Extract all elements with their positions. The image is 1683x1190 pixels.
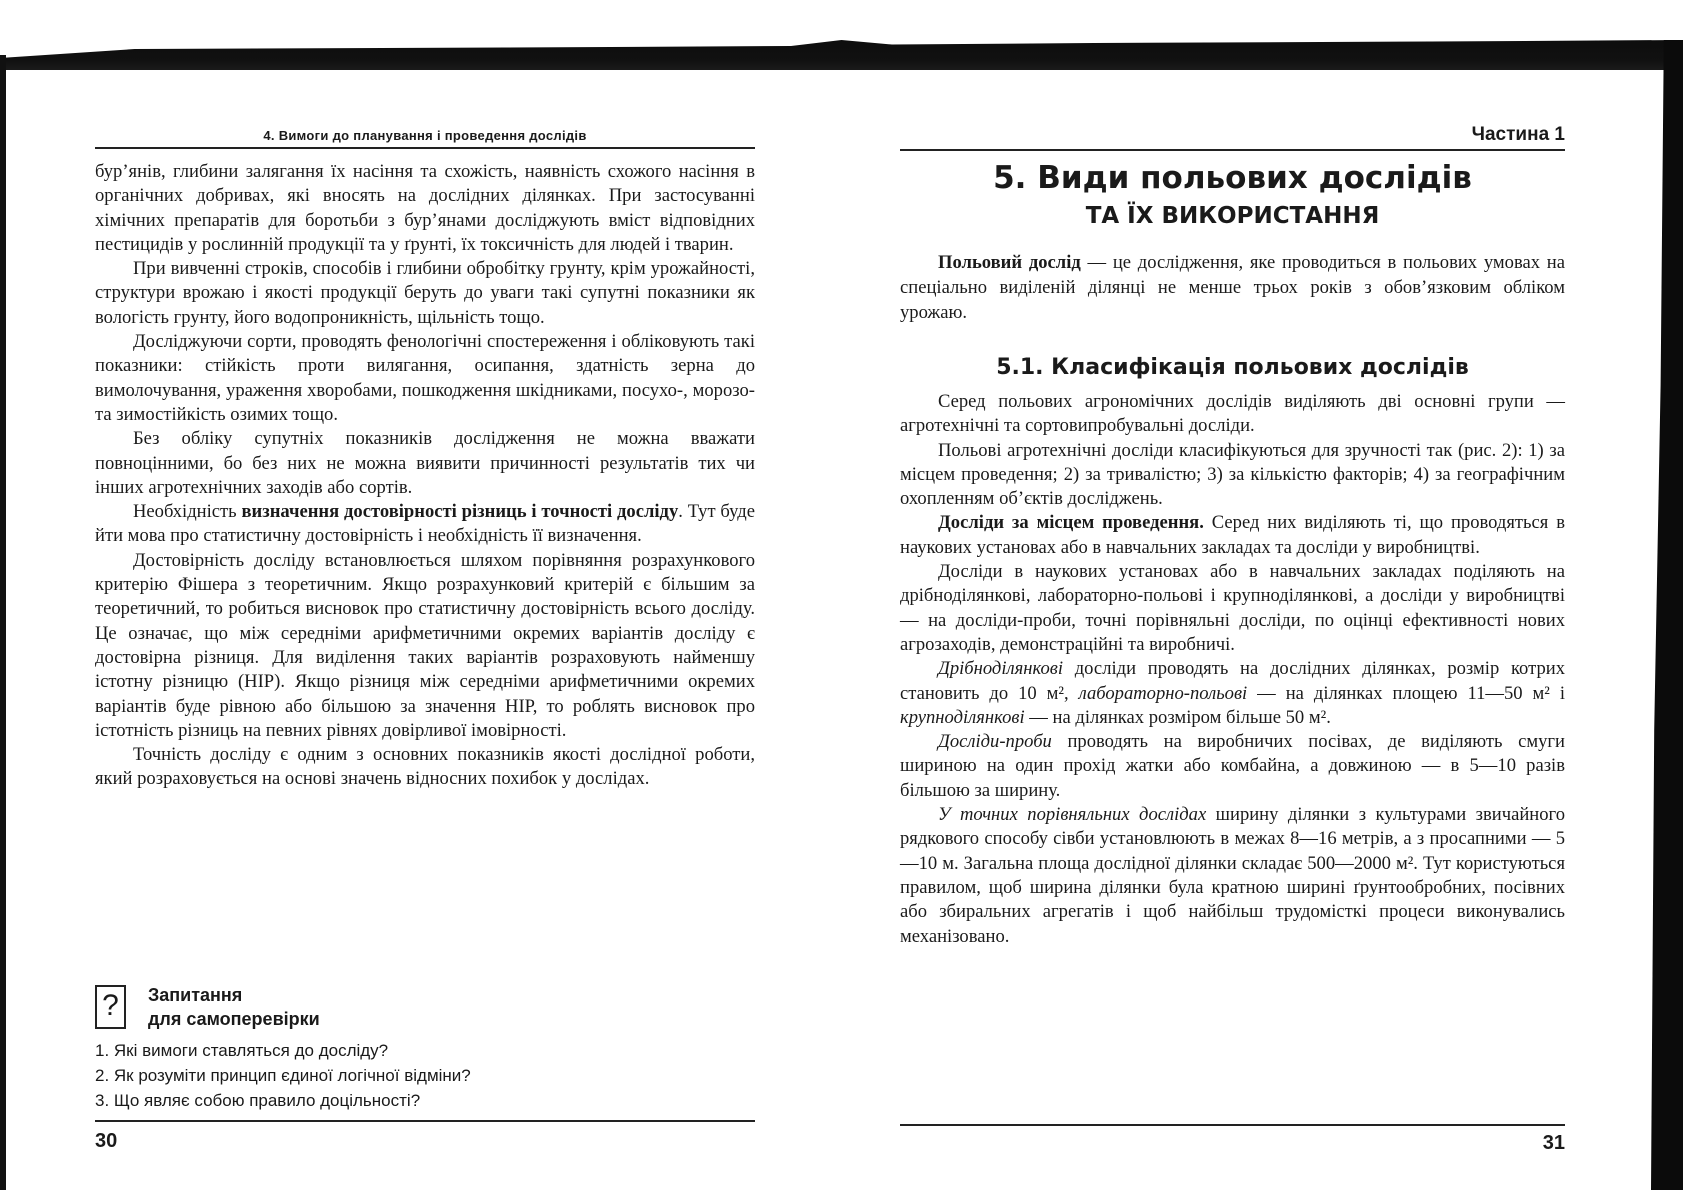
question-item: 2. Як розуміти принцип єдиної логічної відміни? bbox=[95, 1066, 471, 1085]
italic-term: Досліди-проби bbox=[938, 731, 1052, 753]
paragraph: Достовірність досліду встановлюється шляхом порівняння розрахункового критерію Фішера з теоретичним. Якщо розрахунковий критерій є більшим за теоретичний, то робиться висновок про статистичну достовірність всього досліду. Це означає, що між середніми арифметичними окремих варіантів досліду є достовірна різниця. Для виділення таких варіантів розраховують найменшу істотну різницю (НІР). Якщо різниця між середніми арифметичними окремих варіантів буде рівною або більшою за значення НІР, то роблять висновок про істотність різниць на певних рівнях довірливої імовірності. bbox=[95, 549, 755, 741]
right-body-text bbox=[900, 390, 1565, 949]
left-body-text bbox=[95, 160, 755, 792]
text-run: Необхідність bbox=[133, 501, 242, 523]
chapter-title-line1: 5. Види польових дослідів bbox=[993, 160, 1472, 196]
paragraph: Польові агротехнічні досліди класифікуються для зручності так (рис. 2): 1) за місцем проведення; 2) за тривалістю; 3) за кількістю факторів; 4) за географічним охопленням об’єктів досліджень. bbox=[900, 439, 1565, 510]
italic-term: Дрібноділянкові bbox=[938, 658, 1063, 680]
questions-title-line1: Запитання bbox=[148, 985, 243, 1005]
paragraph: Точність досліду є одним з основних показників якості дослідної роботи, який розраховується на основі значень відносних похибок у дослідах. bbox=[95, 744, 755, 790]
chapter-title-line2: ТА ЇХ ВИКОРИСТАННЯ bbox=[1085, 203, 1380, 229]
running-head: 4. Вимоги до планування і проведення дослідів bbox=[263, 128, 587, 143]
chapter-title bbox=[900, 157, 1565, 233]
header-rule bbox=[900, 149, 1565, 151]
definition-text: — це дослідження, яке проводиться в польових умовах на спеціально виділеній ділянці не менше трьох років з обов’язковим обліком урожаю. bbox=[900, 252, 1565, 323]
bold-text: визначення достовірності різниць і точності досліду bbox=[241, 501, 679, 523]
questions-list bbox=[95, 1038, 471, 1113]
paragraph: Серед польових агрономічних дослідів виділяють дві основні групи — агротехнічні та сортовипробувальні досліди. bbox=[900, 391, 1565, 437]
paragraph bbox=[900, 511, 1565, 560]
paragraph bbox=[900, 657, 1565, 730]
header-rule bbox=[95, 147, 755, 149]
definition-term: Польовий дослід bbox=[938, 252, 1081, 273]
section-title: 5.1. Класифікація польових дослідів bbox=[996, 355, 1469, 380]
paragraph bbox=[95, 500, 755, 549]
text-run: — на ділянках площею 11—50 м² і bbox=[1247, 682, 1565, 704]
paragraph: Досліди в наукових установах або в навчальних закладах поділяють на дрібноділянкові, лабораторно-польові і крупноділянкові, а досліди у виробництві — на досліди-проби, точні порівняльні досліди, по оцінці ефективності нових агрозаходів, демонстраційні та виробничі. bbox=[900, 561, 1565, 655]
page-number: 31 bbox=[1542, 1132, 1565, 1154]
paragraph: Досліджуючи сорти, проводять фенологічні спостереження і обліковують такі показники: стійкість проти вилягання, осипання, здатність зерна до вимолочування, ураження хворобами, пошкодження шкідниками, посухо-, морозо- та зимостійкість озимих тощо. bbox=[95, 331, 755, 425]
text-run: досліди проводять на дослідних ділянках, розмір котрих становить до 10 м², bbox=[900, 658, 1565, 704]
text-run: Серед них виділяють ті, що проводяться в наукових установах або в навчальних закладах та досліди у виробництві. bbox=[900, 512, 1565, 558]
paragraph bbox=[900, 730, 1565, 803]
questions-title-line2: для самоперевірки bbox=[148, 1009, 320, 1029]
question-item: 1. Які вимоги ставляться до досліду? bbox=[95, 1041, 389, 1060]
paragraph: Без обліку супутніх показників дослідження не можна вважати повноцінними, бо без них не можна виявити причинності результатів тих чи інших агротехнічних заходів або сортів. bbox=[95, 428, 755, 498]
italic-term: крупноділянкові bbox=[900, 706, 1025, 728]
definition-paragraph bbox=[900, 250, 1565, 325]
scan-edge-left bbox=[0, 55, 6, 1190]
question-mark-icon: ? bbox=[95, 985, 126, 1029]
bold-text: Досліди за місцем проведення. bbox=[938, 512, 1204, 534]
paragraph: При вивченні строків, способів і глибини обробітку грунту, крім урожайності, структури врожаю і якості продукції беруть до уваги такі супутні показники як вологість грунту, його водопроникність, щільність тощо. bbox=[95, 258, 755, 328]
paragraph: бур’янів, глибини залягання їх насіння та схожість, наявність схожого насіння в органічних добривах, які вносять на дослідних ділянках. При застосуванні хімічних препаратів для боротьби з бур’янами досліджують вміст відповідних пестицидів у рослинній продукції та у ґрунті, їх токсичність для людей і тварин. bbox=[95, 161, 755, 255]
scan-edge-top bbox=[0, 40, 1683, 70]
text-run: ширину ділянки з культурами звичайного рядкового способу сівби установлюють в межах 8—16 метрів, а з просапними — 5—10 м. Загальна площа дослідної ділянки складає 500—2000 м². Тут користуються правилом, щоб ширина ділянки була кратною ширині ґрунтообробних, посівних або збиральних агрегатів і щоб найбільш трудомісткі процеси виконувались механізовано. bbox=[900, 804, 1565, 947]
question-item: 3. Що являє собою правило доцільності? bbox=[95, 1091, 421, 1110]
page-number: 30 bbox=[95, 1130, 118, 1152]
text-run: . Тут буде йти мова про статистичну достовірність і необхідність її визначення. bbox=[95, 501, 756, 547]
italic-term: У точних порівняльних дослідах bbox=[938, 804, 1207, 826]
running-head: Частина 1 bbox=[1471, 124, 1565, 145]
text-run: — на ділянках розміром більше 50 м². bbox=[1024, 706, 1331, 728]
italic-term: лабораторно-польові bbox=[1078, 682, 1248, 704]
text-run: проводять на виробничих посівах, де виділяють смуги шириною на один прохід жатки або комбайна, а довжиною — в 5—10 разів більшою за ширину. bbox=[900, 731, 1565, 801]
questions-title bbox=[148, 983, 320, 1031]
definition bbox=[900, 250, 1565, 325]
footer-rule bbox=[900, 1124, 1565, 1126]
footer-rule bbox=[95, 1120, 755, 1122]
scan-edge-right bbox=[1651, 40, 1683, 1190]
paragraph bbox=[900, 803, 1565, 949]
